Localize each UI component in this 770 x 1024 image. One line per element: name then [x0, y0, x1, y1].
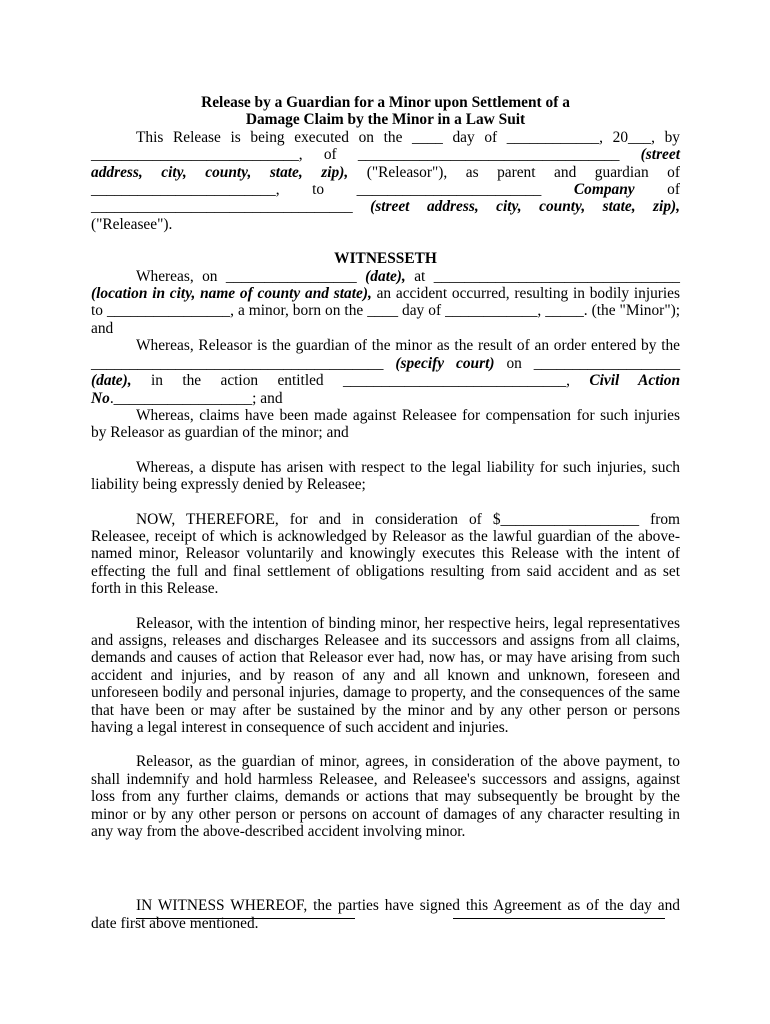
indemnify-clause-paragraph: Releasor, as the guardian of minor, agrees, in consideration of the above payment, to shall indemnify and hold harmless Releasee, and Releasee's successors and assigns, against loss from any further claims, demands or actions that may subsequently be brought by the minor or by any other person or persons on account of damages of any character resulting in any way from the above-described accident involving minor.	[91, 753, 680, 841]
spacer	[91, 598, 680, 615]
witnesseth-heading: WITNESSETH	[334, 250, 437, 268]
witness-whereof-paragraph: IN WITNESS WHEREOF, the parties have signed this Agreement as of the day and date first above mentioned.	[91, 897, 680, 932]
now-therefore-paragraph: NOW, THEREFORE, for and in consideration of $__________________ from Releasee, receipt of which is acknowledged by Releasor as the lawful guardian of the above-named minor, Releasor voluntarily and knowingly executes this Release with the intent of effecting the full and final settlement of obligations resulting from said accident and as set forth in this Release.	[91, 510, 680, 598]
spacer	[91, 442, 680, 459]
releasee-signature-line[interactable]	[453, 918, 665, 919]
spacer	[91, 494, 680, 511]
whereas-accident-paragraph: Whereas, on _________________ (date), at ________________________________ (location in city, name of county and state), an accident occurred, resulting in bodily injuries to ________________, a minor, born on the ____ day of ____________, _____. (the "Minor"); and	[91, 267, 681, 337]
document-title-line-2: Damage Claim by the Minor in a Law Suit	[245, 111, 526, 129]
document-body	[91, 94, 680, 932]
intro-paragraph: This Release is being executed on the ____ day of ____________, 20___, by ___________________________, of __________________________________ (street address, city, county, state, zip), ("Releasor"), as parent and guardian of ________________________, to ________________________ Company of __________________________________ (street address, city, county, state, zip), ("Releasee").	[91, 128, 680, 233]
spacer	[91, 233, 680, 250]
whereas-guardian-paragraph: Whereas, Releasor is the guardian of the minor as the result of an order entered by the ______________________________________ (specify court) on ___________________ (date), in the action entitled _____________________________, Civil Action No.__________________; and	[91, 337, 681, 407]
spacer	[91, 736, 680, 753]
document-title-line-1: Release by a Guardian for a Minor upon Settlement of a	[201, 94, 570, 111]
whereas-dispute-paragraph: Whereas, a dispute has arisen with respect to the legal liability for such injuries, such liability being expressly denied by Releasee;	[91, 458, 680, 494]
whereas-claims-paragraph: Whereas, claims have been made against Releasee for compensation for such injuries by Releasor as guardian of the minor; and	[91, 406, 680, 442]
release-clause-paragraph: Releasor, with the intention of binding minor, her respective heirs, legal representatives and assigns, releases and discharges Releasee and its successors and assigns from all claims, demands and causes of action that Releasor ever had, now has, or may have arising from such accident and injuries, and by reason of any and all known and unknown, foreseen and unforeseen bodily and personal injuries, damage to property, and the consequences of the same that have been or may after be sustained by the minor and by any other person or persons having a legal interest in consequence of such accident and injuries.	[91, 614, 680, 736]
spacer	[91, 840, 680, 880]
spacer	[91, 880, 680, 897]
signature-block	[136, 918, 666, 920]
releasor-signature-line[interactable]	[136, 918, 355, 919]
